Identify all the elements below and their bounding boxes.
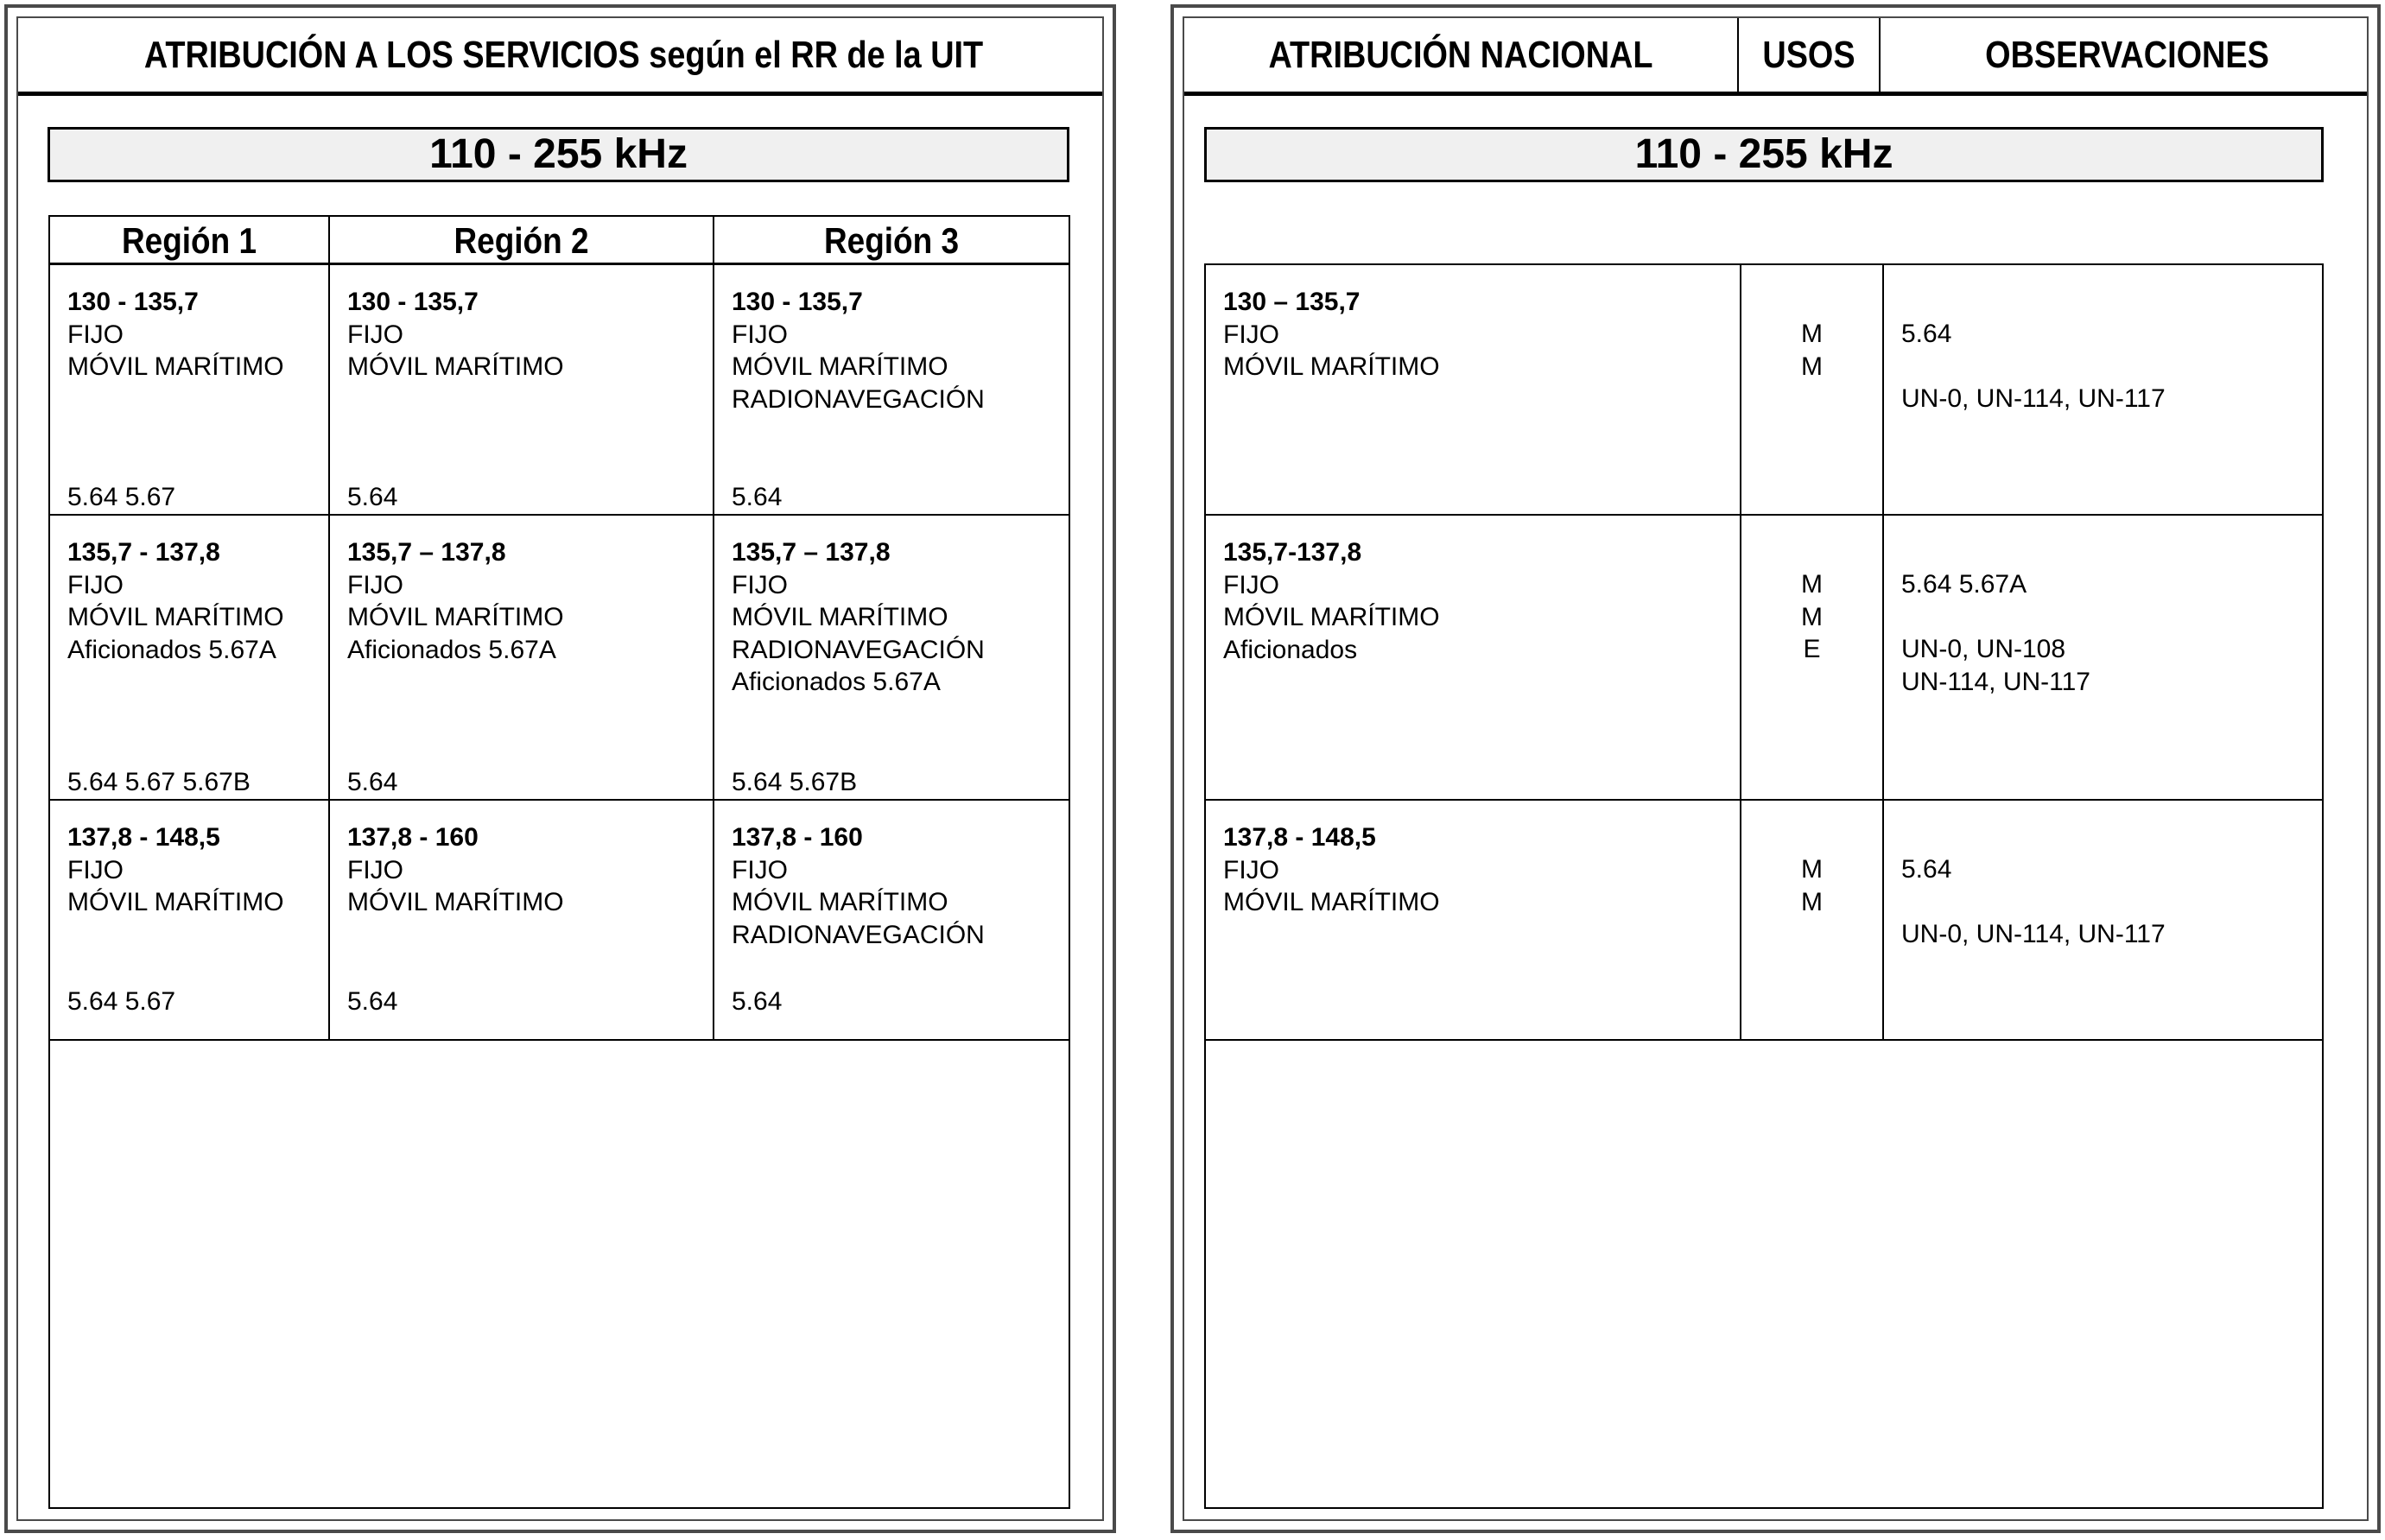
national-table-bottom-border bbox=[1204, 1507, 2324, 1509]
use-code: M bbox=[1801, 570, 1823, 599]
service-line: MÓVIL MARÍTIMO bbox=[732, 352, 948, 381]
footnotes: 5.64 5.67B bbox=[732, 768, 858, 796]
frequency-band: 130 – 135,7 bbox=[1223, 288, 1361, 316]
footnotes: 5.64 5.67 bbox=[67, 483, 176, 511]
frequency-band: 137,8 - 160 bbox=[732, 823, 863, 852]
national-allocation-cell bbox=[1223, 536, 1733, 795]
footnotes: 5.64 bbox=[347, 483, 398, 511]
header-column-separator bbox=[1879, 18, 1881, 92]
service-line: MÓVIL MARÍTIMO bbox=[347, 888, 564, 916]
observation-note: UN-0, UN-114, UN-117 bbox=[1901, 384, 2166, 413]
itu-table-right-border bbox=[1069, 215, 1070, 1509]
region-1-cell bbox=[67, 286, 327, 515]
national-table-left-border bbox=[1204, 263, 1206, 1509]
national-allocation-title: ATRIBUCIÓN NACIONAL bbox=[1268, 34, 1653, 76]
frequency-band: 135,7 - 137,8 bbox=[67, 538, 220, 567]
service-line: FIJO bbox=[1223, 570, 1279, 599]
itu-allocation-panel bbox=[4, 4, 1116, 1533]
national-table-top-border bbox=[1204, 263, 2324, 265]
service-line: Aficionados 5.67A bbox=[347, 635, 556, 664]
national-allocation-panel bbox=[1170, 4, 2381, 1533]
service-line: FIJO bbox=[67, 320, 124, 349]
service-line: MÓVIL MARÍTIMO bbox=[1223, 888, 1440, 916]
region-3-cell bbox=[732, 286, 1067, 515]
service-line: FIJO bbox=[732, 855, 788, 884]
footnotes: 5.64 bbox=[732, 987, 783, 1016]
frequency-band: 135,7-137,8 bbox=[1223, 538, 1362, 567]
service-line: FIJO bbox=[1223, 320, 1279, 349]
service-line: MÓVIL MARÍTIMO bbox=[67, 603, 284, 631]
service-line: Aficionados 5.67A bbox=[67, 635, 276, 664]
service-line: FIJO bbox=[347, 855, 403, 884]
use-code: M bbox=[1801, 602, 1823, 631]
observations-cell bbox=[1901, 318, 2316, 415]
itu-header bbox=[18, 18, 1102, 96]
national-allocation-cell bbox=[1223, 286, 1733, 510]
frequency-band: 135,7 – 137,8 bbox=[732, 538, 891, 567]
frequency-band: 137,8 - 160 bbox=[347, 823, 479, 852]
service-line: RADIONAVEGACIÓN bbox=[732, 384, 985, 414]
footnotes: 5.64 bbox=[732, 483, 783, 511]
national-row-separator bbox=[1204, 1039, 2324, 1041]
region-2-cell bbox=[347, 536, 710, 799]
frequency-band: 137,8 - 148,5 bbox=[67, 823, 220, 852]
region-3-cell bbox=[732, 536, 1067, 799]
service-line: FIJO bbox=[1223, 855, 1279, 884]
observation-note: UN-0, UN-108 bbox=[1901, 635, 2066, 663]
region-1-cell bbox=[67, 821, 327, 1039]
national-header bbox=[1184, 18, 2367, 96]
national-table-right-border bbox=[2322, 263, 2324, 1509]
uses-cell bbox=[1741, 568, 1882, 666]
region-1-cell bbox=[67, 536, 327, 799]
use-code: M bbox=[1801, 887, 1823, 916]
frequency-band: 137,8 - 148,5 bbox=[1223, 823, 1376, 852]
itu-band-range: 110 - 255 kHz bbox=[48, 127, 1069, 182]
frequency-band: 135,7 – 137,8 bbox=[347, 538, 506, 567]
service-line: MÓVIL MARÍTIMO bbox=[347, 352, 564, 381]
region-3-header: Región 3 bbox=[823, 220, 960, 261]
service-line: MÓVIL MARÍTIMO bbox=[732, 888, 948, 916]
service-line: FIJO bbox=[732, 320, 788, 349]
service-line: FIJO bbox=[347, 320, 403, 349]
national-band-range: 110 - 255 kHz bbox=[1204, 127, 2324, 182]
itu-column-separator bbox=[328, 215, 330, 1041]
service-line: MÓVIL MARÍTIMO bbox=[347, 603, 564, 631]
itu-row-separator bbox=[48, 799, 1070, 801]
use-code: M bbox=[1801, 320, 1823, 348]
observation-footnotes: 5.64 bbox=[1901, 855, 1952, 884]
region-2-cell bbox=[347, 821, 710, 1039]
service-line: Aficionados bbox=[1223, 635, 1358, 664]
footnotes: 5.64 5.67 5.67B bbox=[67, 768, 251, 796]
service-line: RADIONAVEGACIÓN bbox=[732, 635, 985, 664]
service-line: FIJO bbox=[732, 570, 788, 599]
service-line: MÓVIL MARÍTIMO bbox=[1223, 603, 1440, 631]
uses-title: USOS bbox=[1762, 34, 1855, 76]
national-allocation-cell bbox=[1223, 821, 1733, 1037]
service-line: FIJO bbox=[347, 570, 403, 599]
use-code: E bbox=[1803, 635, 1821, 663]
frequency-band: 130 - 135,7 bbox=[67, 288, 199, 316]
service-line: FIJO bbox=[67, 570, 124, 599]
service-line: MÓVIL MARÍTIMO bbox=[1223, 352, 1440, 381]
region-3-cell bbox=[732, 821, 1067, 1039]
itu-table-bottom-border bbox=[48, 1507, 1070, 1509]
service-line: MÓVIL MARÍTIMO bbox=[732, 603, 948, 631]
observation-note: UN-0, UN-114, UN-117 bbox=[1901, 920, 2166, 948]
footnotes: 5.64 bbox=[347, 768, 398, 796]
service-line: Aficionados 5.67A bbox=[732, 668, 941, 696]
frequency-band: 130 - 135,7 bbox=[732, 288, 863, 316]
itu-row-separator bbox=[48, 1039, 1070, 1041]
itu-panel-title: ATRIBUCIÓN A LOS SERVICIOS según el RR de la UIT bbox=[143, 34, 984, 76]
itu-column-separator bbox=[713, 215, 714, 1041]
national-row-separator bbox=[1204, 514, 2324, 516]
header-column-separator bbox=[1737, 18, 1739, 92]
service-line: MÓVIL MARÍTIMO bbox=[67, 352, 284, 381]
observation-note: UN-114, UN-117 bbox=[1901, 667, 2090, 696]
footnotes: 5.64 bbox=[347, 987, 398, 1016]
national-column-separator bbox=[1882, 263, 1884, 1041]
use-code: M bbox=[1801, 855, 1823, 884]
national-row-separator bbox=[1204, 799, 2324, 801]
observations-cell bbox=[1901, 568, 2316, 698]
observations-title: OBSERVACIONES bbox=[1985, 34, 2269, 76]
service-line: RADIONAVEGACIÓN bbox=[732, 920, 985, 949]
observations-cell bbox=[1901, 853, 2316, 951]
service-line: MÓVIL MARÍTIMO bbox=[67, 888, 284, 916]
uses-cell bbox=[1741, 853, 1882, 918]
use-code: M bbox=[1801, 352, 1823, 381]
observation-footnotes: 5.64 5.67A bbox=[1901, 570, 2027, 599]
region-2-cell bbox=[347, 286, 710, 515]
observation-footnotes: 5.64 bbox=[1901, 320, 1952, 348]
itu-table-left-border bbox=[48, 215, 50, 1509]
region-2-header: Región 2 bbox=[454, 220, 589, 261]
footnotes: 5.64 5.67 bbox=[67, 987, 176, 1016]
region-1-header: Región 1 bbox=[121, 220, 257, 261]
frequency-band: 130 - 135,7 bbox=[347, 288, 479, 316]
service-line: FIJO bbox=[67, 855, 124, 884]
uses-cell bbox=[1741, 318, 1882, 383]
